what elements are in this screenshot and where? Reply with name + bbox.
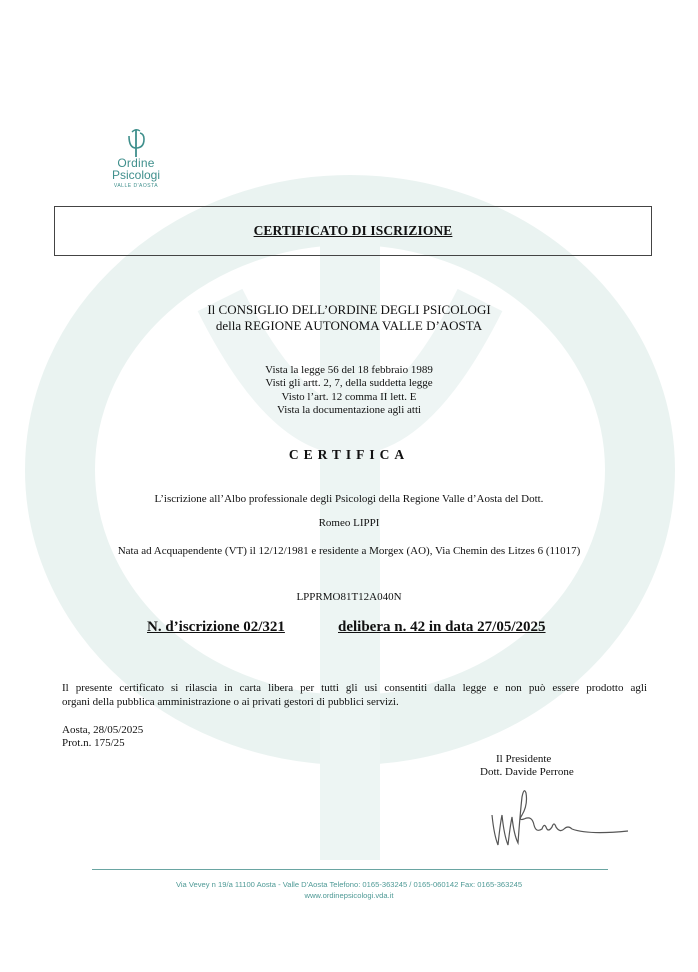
certifica-heading: CERTIFICA xyxy=(288,447,410,462)
resolution-reference: delibera n. 42 in data 27/05/2025 xyxy=(338,619,546,635)
law-reference: Vista la legge 56 del 18 febbraio 1989 xyxy=(265,364,433,376)
document-title: CERTIFICATO DI ISCRIZIONE xyxy=(253,223,453,238)
footer-divider xyxy=(92,869,608,870)
legal-references xyxy=(0,364,698,417)
usage-note-line-2: organi della pubblica amministrazione o ai privati gestori di pubblici servizi. xyxy=(62,695,399,708)
footer-website[interactable]: www.ordinepsicologi.vda.it xyxy=(304,891,394,900)
place-and-protocol xyxy=(62,724,143,751)
birth-residence: Nata ad Acquapendente (VT) il 12/12/1981 e residente a Morgex (AO), Via Chemin des Litzes 6 (11017) xyxy=(117,545,581,557)
signer-block xyxy=(480,753,600,780)
logo-text-ordine: Ordine xyxy=(117,156,155,170)
law-reference: Visto l’art. 12 comma II lett. E xyxy=(281,390,417,403)
logo-text-valle-daosta: VALLE D'AOSTA xyxy=(113,183,159,189)
albo-statement: L’iscrizione all’Albo professionale degli Psicologi della Regione Valle d’Aosta del Dott. xyxy=(154,493,544,505)
psi-symbol-icon xyxy=(86,126,186,158)
council-line-2: della REGIONE AUTONOMA VALLE D’AOSTA xyxy=(215,318,483,333)
person-name: Romeo LIPPI xyxy=(318,517,380,529)
title-box xyxy=(54,206,652,256)
ordine-psicologi-logo xyxy=(86,126,186,192)
footer-address: Via Vevey n 19/a 11100 Aosta - Valle D'Aosta Telefono: 0165-363245 / 0165-060142 Fax: 0165-363245 xyxy=(175,880,523,889)
council-line-1: Il CONSIGLIO DELL’ORDINE DEGLI PSICOLOGI xyxy=(207,302,491,317)
signer-name: Dott. Davide Perrone xyxy=(480,766,574,779)
signer-role: Il Presidente xyxy=(496,753,552,765)
logo-text-psicologi: Psicologi xyxy=(111,168,161,182)
registration-number: N. d’iscrizione 02/321 xyxy=(147,619,285,635)
signature-image xyxy=(488,785,630,849)
protocol-number: Prot.n. 175/25 xyxy=(62,737,125,750)
fiscal-code: LPPRMO81T12A040N xyxy=(296,591,402,603)
council-heading xyxy=(0,302,698,334)
usage-note xyxy=(62,682,647,709)
law-reference: Vista la documentazione agli atti xyxy=(276,403,422,416)
place-date: Aosta, 28/05/2025 xyxy=(62,724,144,736)
usage-note-line-1: Il presente certificato si rilascia in carta libera per tutti gli usi consentiti dalla legge e non può essere prodotto agli xyxy=(62,682,647,694)
law-reference: Visti gli artt. 2, 7, della suddetta legge xyxy=(265,377,433,390)
